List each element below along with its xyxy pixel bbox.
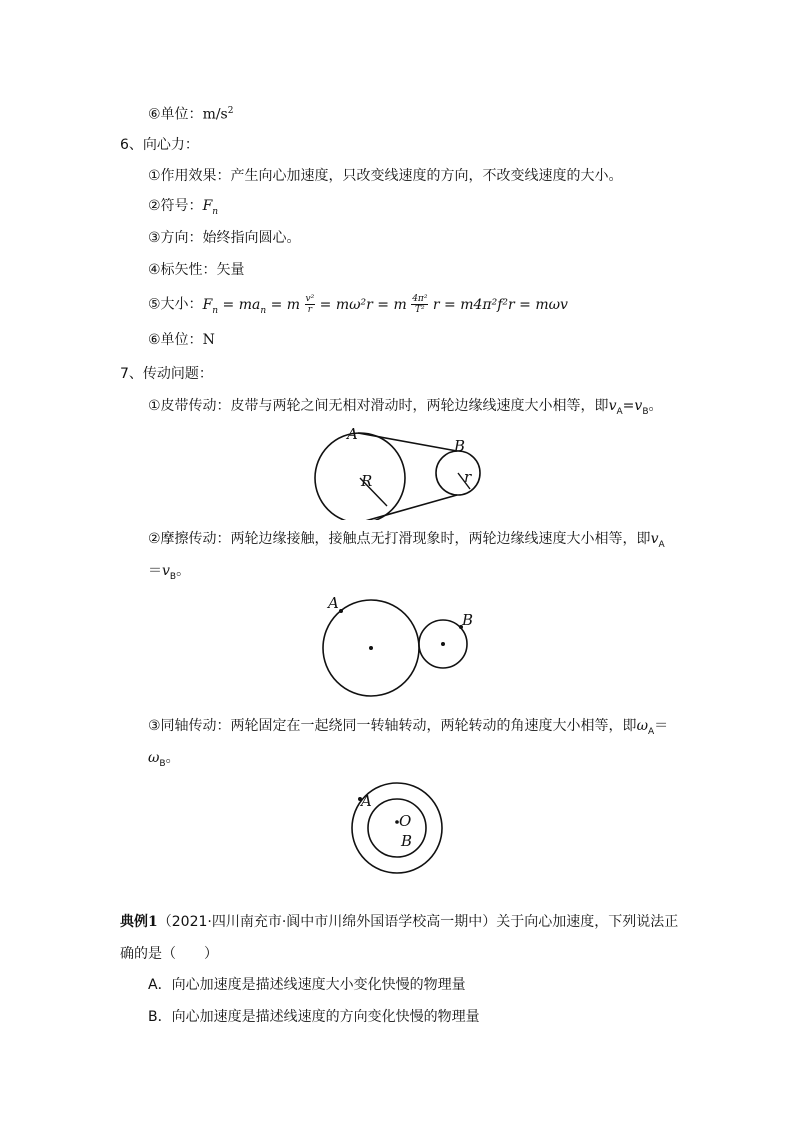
point-A (339, 609, 343, 613)
belt-eq: = (622, 398, 635, 414)
label-B: B (462, 611, 474, 629)
friction-s2: B (169, 571, 177, 582)
unit-accel-line (148, 101, 233, 125)
label-B: B (454, 437, 466, 455)
belt-drive-text: ①皮带传动：皮带与两轮之间无相对滑动时，两轮边缘线速度大小相等，即 (148, 398, 609, 414)
coaxial-drive-line-2 (148, 748, 180, 774)
coaxial-drive-figure (340, 776, 450, 876)
unit-force-label: ⑥单位： (148, 332, 203, 348)
belt-s2: B (642, 406, 649, 417)
coaxial-drive-line (148, 716, 668, 742)
section-6-title: 6、向心力： (120, 137, 199, 153)
unit-force-line (148, 330, 215, 350)
big-wheel (315, 433, 405, 520)
friction-drive-line (148, 529, 665, 555)
belt-drive-figure (300, 420, 500, 520)
coaxial-w2: ω (148, 750, 160, 766)
symbol-line (148, 196, 218, 222)
unit-accel-sup: 2 (227, 106, 234, 116)
symbol-sub: n (212, 206, 219, 217)
coaxial-s1: A (647, 726, 655, 737)
label-A: A (347, 425, 358, 443)
magnitude-label: ⑤大小： (148, 296, 203, 313)
label-B: B (401, 832, 413, 850)
belt-bottom (358, 495, 457, 520)
belt-s1: A (616, 406, 623, 417)
friction-v2: v (162, 563, 170, 579)
vector-line: ④标矢性：矢量 (148, 262, 245, 278)
belt-end: 。 (648, 398, 663, 414)
magnitude-formula: $F_n = ma_n = m$ $\frac{\text{v²}}{r}$ = mω²r = m $\frac{\text{4π²}}{\text{T²}}$ r = m4π²f²r = mωv (202, 294, 568, 316)
unit-accel-label: ⑥单位： (148, 106, 203, 123)
belt-drive-line (148, 396, 663, 422)
coaxial-w1: ω (636, 718, 648, 734)
friction-s1: A (658, 539, 665, 550)
label-r: r (464, 468, 472, 486)
example-source: （2021·四川南充市·阆中市川绵外国语学校高一期中）关于向心加速度，下列说法正 (157, 914, 679, 930)
label-A: A (328, 594, 339, 612)
belt-v1: v (608, 398, 617, 414)
coaxial-drive-text: ③同轴传动：两轮固定在一起绕同一转轴转动，两轮转动的角速度大小相等，即 (148, 718, 637, 734)
magnitude-line (148, 294, 568, 320)
belt-v2: v (634, 398, 643, 414)
label-R: R (361, 472, 373, 490)
example-header (120, 912, 678, 932)
friction-drive-figure (310, 592, 490, 702)
big-center (369, 646, 373, 650)
symbol-value: F (202, 198, 213, 214)
friction-eq: ＝ (148, 563, 162, 579)
friction-drive-text: ②摩擦传动：两轮边缘接触，接触点无打滑现象时，两轮边缘线速度大小相等，即 (148, 531, 651, 547)
unit-accel-value: m/s (202, 106, 228, 123)
small-center (441, 642, 445, 646)
label-O: O (399, 812, 412, 830)
inner-wheel (368, 799, 426, 857)
example-num: 1 (148, 914, 158, 930)
coaxial-eq: ＝ (654, 718, 669, 734)
option-b: B．向心加速度是描述线速度的方向变化快慢的物理量 (148, 1009, 480, 1025)
friction-end: 。 (176, 563, 191, 579)
section-7-title: 7、传动问题： (120, 366, 213, 382)
example-question-line-2: 确的是（ ） (120, 946, 218, 962)
label-A: A (361, 792, 372, 810)
coaxial-end: 。 (165, 750, 180, 766)
centripetal-effect: ①作用效果：产生向心加速度，只改变线速度的方向，不改变线速度的大小。 (148, 168, 623, 184)
friction-v1: v (650, 531, 659, 547)
belt-top (358, 433, 457, 451)
symbol-label: ②符号： (148, 198, 203, 214)
direction-line: ③方向：始终指向圆心。 (148, 230, 301, 246)
coaxial-s2: B (159, 758, 166, 769)
example-tag: 典例 (120, 914, 148, 930)
unit-force-value: N (202, 332, 215, 348)
option-a: A．向心加速度是描述线速度大小变化快慢的物理量 (148, 977, 466, 993)
friction-drive-line-2 (148, 561, 190, 587)
